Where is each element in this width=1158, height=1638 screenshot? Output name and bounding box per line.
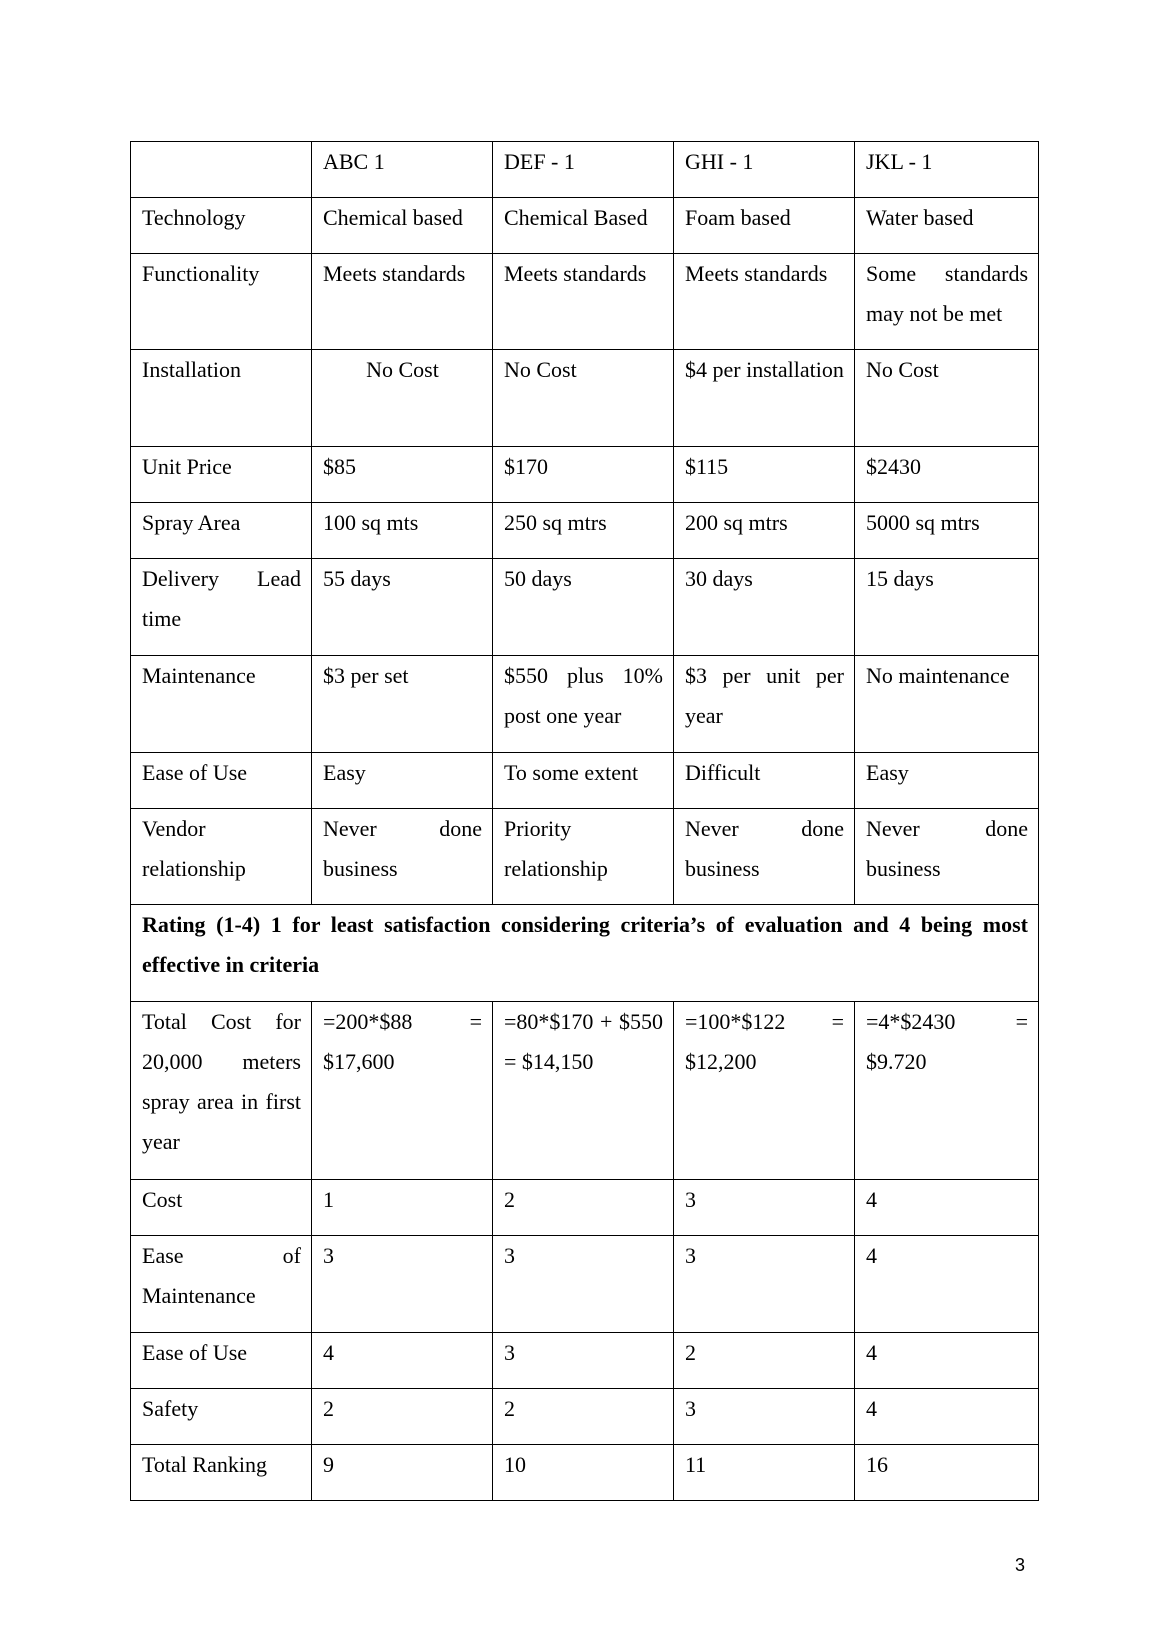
table-cell: 2 <box>493 1389 674 1445</box>
table-cell: Meets standards <box>674 254 855 350</box>
table-cell: Easy <box>855 753 1039 809</box>
table-cell: Meets standards <box>493 254 674 350</box>
table-cell: No Cost <box>855 350 1039 447</box>
table-cell: 250 sq mtrs <box>493 503 674 559</box>
header-row <box>131 142 1039 198</box>
row-label: Functionality <box>131 254 312 350</box>
row-label: Total Ranking <box>131 1445 312 1501</box>
table-cell: 3 <box>674 1236 855 1333</box>
table-cell: Chemical based <box>312 198 493 254</box>
row-label: Installation <box>131 350 312 447</box>
table-cell: Foam based <box>674 198 855 254</box>
table-cell: $115 <box>674 447 855 503</box>
table-cell: 2 <box>674 1333 855 1389</box>
row-label: Cost <box>131 1180 312 1236</box>
table-cell: Chemical Based <box>493 198 674 254</box>
page-number: 3 <box>1015 1555 1026 1575</box>
rating-note: Rating (1-4) 1 for least satisfaction considering criteria’s of evaluation and 4 being most effective in criteria <box>131 905 1039 1002</box>
table-row <box>131 1180 1039 1236</box>
table-cell: 10 <box>493 1445 674 1501</box>
table-row <box>131 1333 1039 1389</box>
table-cell: 9 <box>312 1445 493 1501</box>
table-cell: 4 <box>855 1180 1039 1236</box>
row-label: Delivery Lead time <box>131 559 312 656</box>
table-cell: $550 plus 10% post one year <box>493 656 674 753</box>
table-cell: 3 <box>674 1389 855 1445</box>
table-row <box>131 753 1039 809</box>
header-cell-jkl: JKL - 1 <box>855 142 1039 198</box>
row-label: Safety <box>131 1389 312 1445</box>
table-row <box>131 1445 1039 1501</box>
header-cell-ghi: GHI - 1 <box>674 142 855 198</box>
table-cell: No maintenance <box>855 656 1039 753</box>
row-label: Maintenance <box>131 656 312 753</box>
table-cell: Water based <box>855 198 1039 254</box>
row-label: Ease of Use <box>131 1333 312 1389</box>
table-cell: 2 <box>312 1389 493 1445</box>
table-cell: $3 per unit per year <box>674 656 855 753</box>
row-label: Ease of Maintenance <box>131 1236 312 1333</box>
table-row <box>131 447 1039 503</box>
table-cell: 4 <box>855 1236 1039 1333</box>
table-cell: 15 days <box>855 559 1039 656</box>
row-label: Spray Area <box>131 503 312 559</box>
table-cell: No Cost <box>493 350 674 447</box>
table-cell: 55 days <box>312 559 493 656</box>
table-cell: 3 <box>493 1333 674 1389</box>
table-cell: 200 sq mtrs <box>674 503 855 559</box>
table-row <box>131 1389 1039 1445</box>
header-cell-abc: ABC 1 <box>312 142 493 198</box>
table-cell: 100 sq mts <box>312 503 493 559</box>
row-label: Ease of Use <box>131 753 312 809</box>
table-cell: 1 <box>312 1180 493 1236</box>
table-cell: 5000 sq mtrs <box>855 503 1039 559</box>
table-cell: $3 per set <box>312 656 493 753</box>
table-cell: No Cost <box>312 350 493 447</box>
table-row <box>131 254 1039 350</box>
table-cell: $170 <box>493 447 674 503</box>
table-cell: 30 days <box>674 559 855 656</box>
header-cell-empty <box>131 142 312 198</box>
table-cell: 3 <box>674 1180 855 1236</box>
table-cell: 11 <box>674 1445 855 1501</box>
table-cell: 4 <box>312 1333 493 1389</box>
table-cell: 50 days <box>493 559 674 656</box>
table-cell: To some extent <box>493 753 674 809</box>
table-row <box>131 809 1039 905</box>
table-cell: Meets standards <box>312 254 493 350</box>
table-row <box>131 1236 1039 1333</box>
table-cell: 16 <box>855 1445 1039 1501</box>
row-label: Unit Price <box>131 447 312 503</box>
row-label: Technology <box>131 198 312 254</box>
row-label: Total Cost for 20,000 meters spray area in first year <box>131 1002 312 1180</box>
table-row <box>131 503 1039 559</box>
table-cell: Easy <box>312 753 493 809</box>
table-row <box>131 656 1039 753</box>
table-cell: $4 per installation <box>674 350 855 447</box>
table-cell: $85 <box>312 447 493 503</box>
table-cell: =100*$122 = $12,200 <box>674 1002 855 1180</box>
table-cell: =80*$170 + $550 = $14,150 <box>493 1002 674 1180</box>
row-label: Vendor relationship <box>131 809 312 905</box>
table-cell: Some standards may not be met <box>855 254 1039 350</box>
table-cell: 3 <box>493 1236 674 1333</box>
table-row <box>131 350 1039 447</box>
table-cell: $2430 <box>855 447 1039 503</box>
table-cell: =4*$2430 = $9.720 <box>855 1002 1039 1180</box>
vendor-comparison-table <box>130 141 1039 1501</box>
table-cell: Difficult <box>674 753 855 809</box>
table-cell: 4 <box>855 1389 1039 1445</box>
table-cell: 2 <box>493 1180 674 1236</box>
table-cell: Priority relationship <box>493 809 674 905</box>
table-cell: 4 <box>855 1333 1039 1389</box>
table-cell: Never done business <box>674 809 855 905</box>
table-row <box>131 198 1039 254</box>
table-cell: Never done business <box>312 809 493 905</box>
rating-note-row <box>131 905 1039 1002</box>
header-cell-def: DEF - 1 <box>493 142 674 198</box>
table-cell: =200*$88 = $17,600 <box>312 1002 493 1180</box>
table-row <box>131 559 1039 656</box>
table-cell: 3 <box>312 1236 493 1333</box>
table-row <box>131 1002 1039 1180</box>
table-cell: Never done business <box>855 809 1039 905</box>
